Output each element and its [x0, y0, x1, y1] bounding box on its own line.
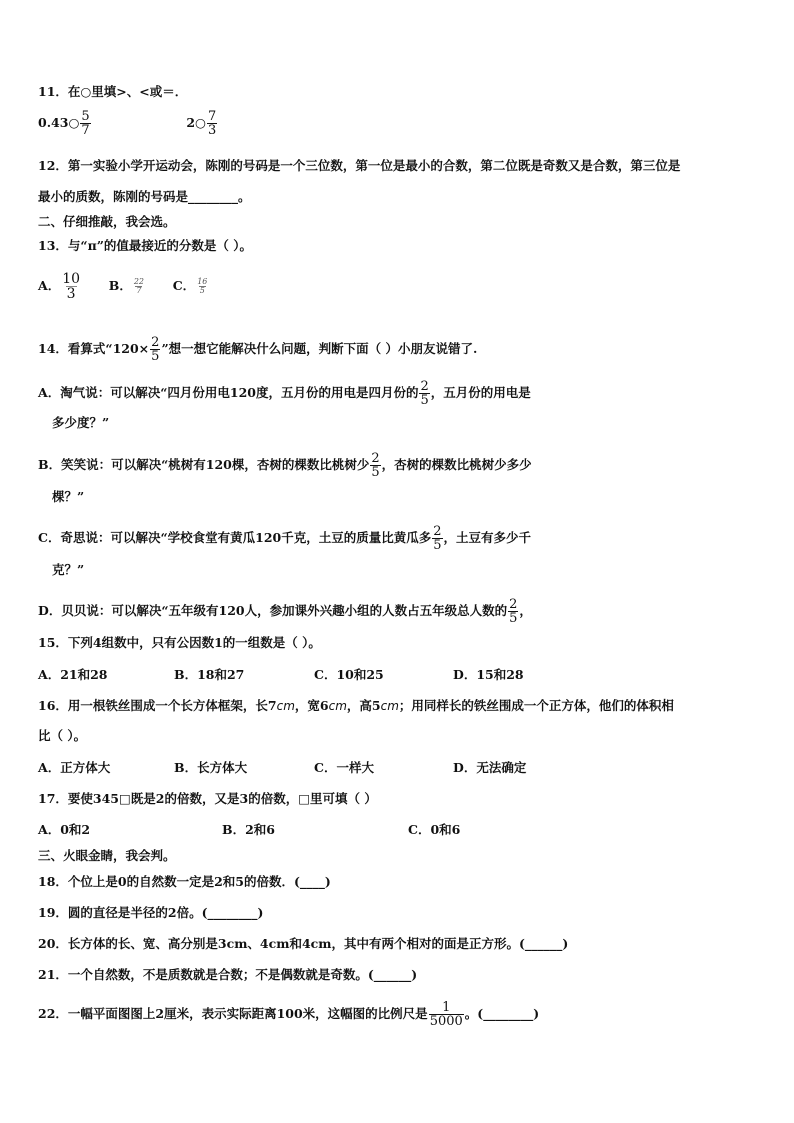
q22-fraction: $\frac{1}{5000}$: [429, 1000, 463, 1029]
q14-a-fraction: $\frac{2}{5}$: [420, 379, 429, 408]
q18: 18．个位上是0的自然数一定是2和5的倍数．(____): [38, 874, 331, 889]
section-3-heading: 三、火眼金睛，我会判。: [38, 848, 176, 863]
q19: 19．圆的直径是半径的2倍。(________): [38, 905, 264, 920]
q13-b-label: B．: [108, 278, 132, 293]
q13-a-label: A．: [38, 278, 61, 293]
q13-c-label: C．: [172, 278, 196, 293]
q14-c-fraction: $\frac{2}{5}$: [433, 524, 442, 553]
q17-stem: 17．要使345□既是2的倍数，又是3的倍数，□里可填（ ）: [38, 791, 377, 806]
q13-stem: 13．与“π”的值最接近的分数是（ ）。: [38, 238, 253, 253]
q11-options: [38, 110, 218, 137]
q16-option-d: D．无法确定: [453, 760, 527, 775]
q16-option-c: C．一样大: [314, 760, 374, 775]
q17-option-c: C．0和6: [408, 822, 461, 837]
q15-option-b: B．18和27: [174, 667, 245, 682]
section-2-heading: 二、仔细推敲，我会选。: [38, 214, 176, 229]
q14-option-b: B．笑笑说：可以解决“桃树有120棵，杏树的棵数比桃树少 $\frac{2}{5}$ ，杏树的棵数比桃树少多少: [38, 451, 532, 480]
q13-c-fraction: $\frac{16}{5}$: [197, 277, 208, 295]
q14-stem: 14．看算式“120× $\frac{2}{5}$ ”想一想它能解决什么问题，判断下面（ ）小朋友说错了.: [38, 335, 478, 364]
q15-stem: 15．下列4组数中，只有公因数1的一组数是（ ）。: [38, 635, 321, 650]
q16-option-b: B．长方体大: [174, 760, 248, 775]
q14-option-c-cont: 克？”: [52, 562, 85, 577]
q14-option-a: A．淘气说：可以解决“四月份用电120度，五月份的用电是四月份的 $\frac{2}{5}$ ，五月份的用电是: [38, 379, 531, 408]
q15-option-a: A．21和28: [38, 667, 108, 682]
q11-b-fraction: $\frac{7}{3}$: [207, 109, 217, 138]
q11-stem: 11．在○里填>、<或＝．: [38, 84, 188, 99]
q14-option-b-cont: 棵？”: [52, 489, 85, 504]
q12-line1: 12．第一实验小学开运动会，陈刚的号码是一个三位数，第一位是最小的合数，第二位既是奇数又是合数，第三位是: [38, 158, 681, 173]
q15-option-d: D．15和28: [453, 667, 524, 682]
q22: 22．一幅平面图图上2厘米，表示实际距离100米，这幅图的比例尺是 $\frac{1}{5000}$ 。(________): [38, 1000, 540, 1029]
q13-b-fraction: $\frac{22}{7}$: [133, 277, 145, 295]
q14-option-a-cont: 多少度？”: [52, 415, 110, 430]
q14-option-d: D．贝贝说：可以解决“五年级有120人，参加课外兴趣小组的人数占五年级总人数的 $\frac{2}{5}$ ，: [38, 597, 532, 626]
q11-a-left: 0.43○: [38, 115, 80, 130]
q17-option-a: A．0和2: [38, 822, 91, 837]
q14-b-fraction: $\frac{2}{5}$: [371, 451, 380, 480]
q20: 20．长方体的长、宽、高分别是3cm、4cm和4cm，其中有两个相对的面是正方形。(______): [38, 936, 569, 951]
q14-option-c: C．奇思说：可以解决“学校食堂有黄瓜120千克，土豆的质量比黄瓜多 $\frac{2}{5}$ ，土豆有多少千: [38, 524, 532, 553]
q14-stem-fraction: $\frac{2}{5}$: [151, 335, 160, 364]
q16-line2: 比（ ）。: [38, 728, 87, 743]
q13-options: [38, 272, 209, 301]
q17-option-b: B．2和6: [222, 822, 275, 837]
q12-line2: 最小的质数，陈刚的号码是________。: [38, 189, 251, 204]
q11-b-left: 2○: [186, 115, 206, 130]
q14-d-fraction: $\frac{2}{5}$: [509, 597, 518, 626]
q11-a-fraction: $\frac{5}{7}$: [81, 109, 90, 138]
q15-option-c: C．10和25: [314, 667, 384, 682]
q21: 21．一个自然数，不是质数就是合数；不是偶数就是奇数。(______): [38, 967, 418, 982]
q16-option-a: A．正方体大: [38, 760, 111, 775]
q16-stem: 16．用一根铁丝围成一个长方体框架，长7cm，宽6cm，高5cm；用同样长的铁丝围成一个正方体，他们的体积相: [38, 698, 674, 713]
q13-a-fraction: $\frac{10}{3}$: [62, 271, 81, 302]
